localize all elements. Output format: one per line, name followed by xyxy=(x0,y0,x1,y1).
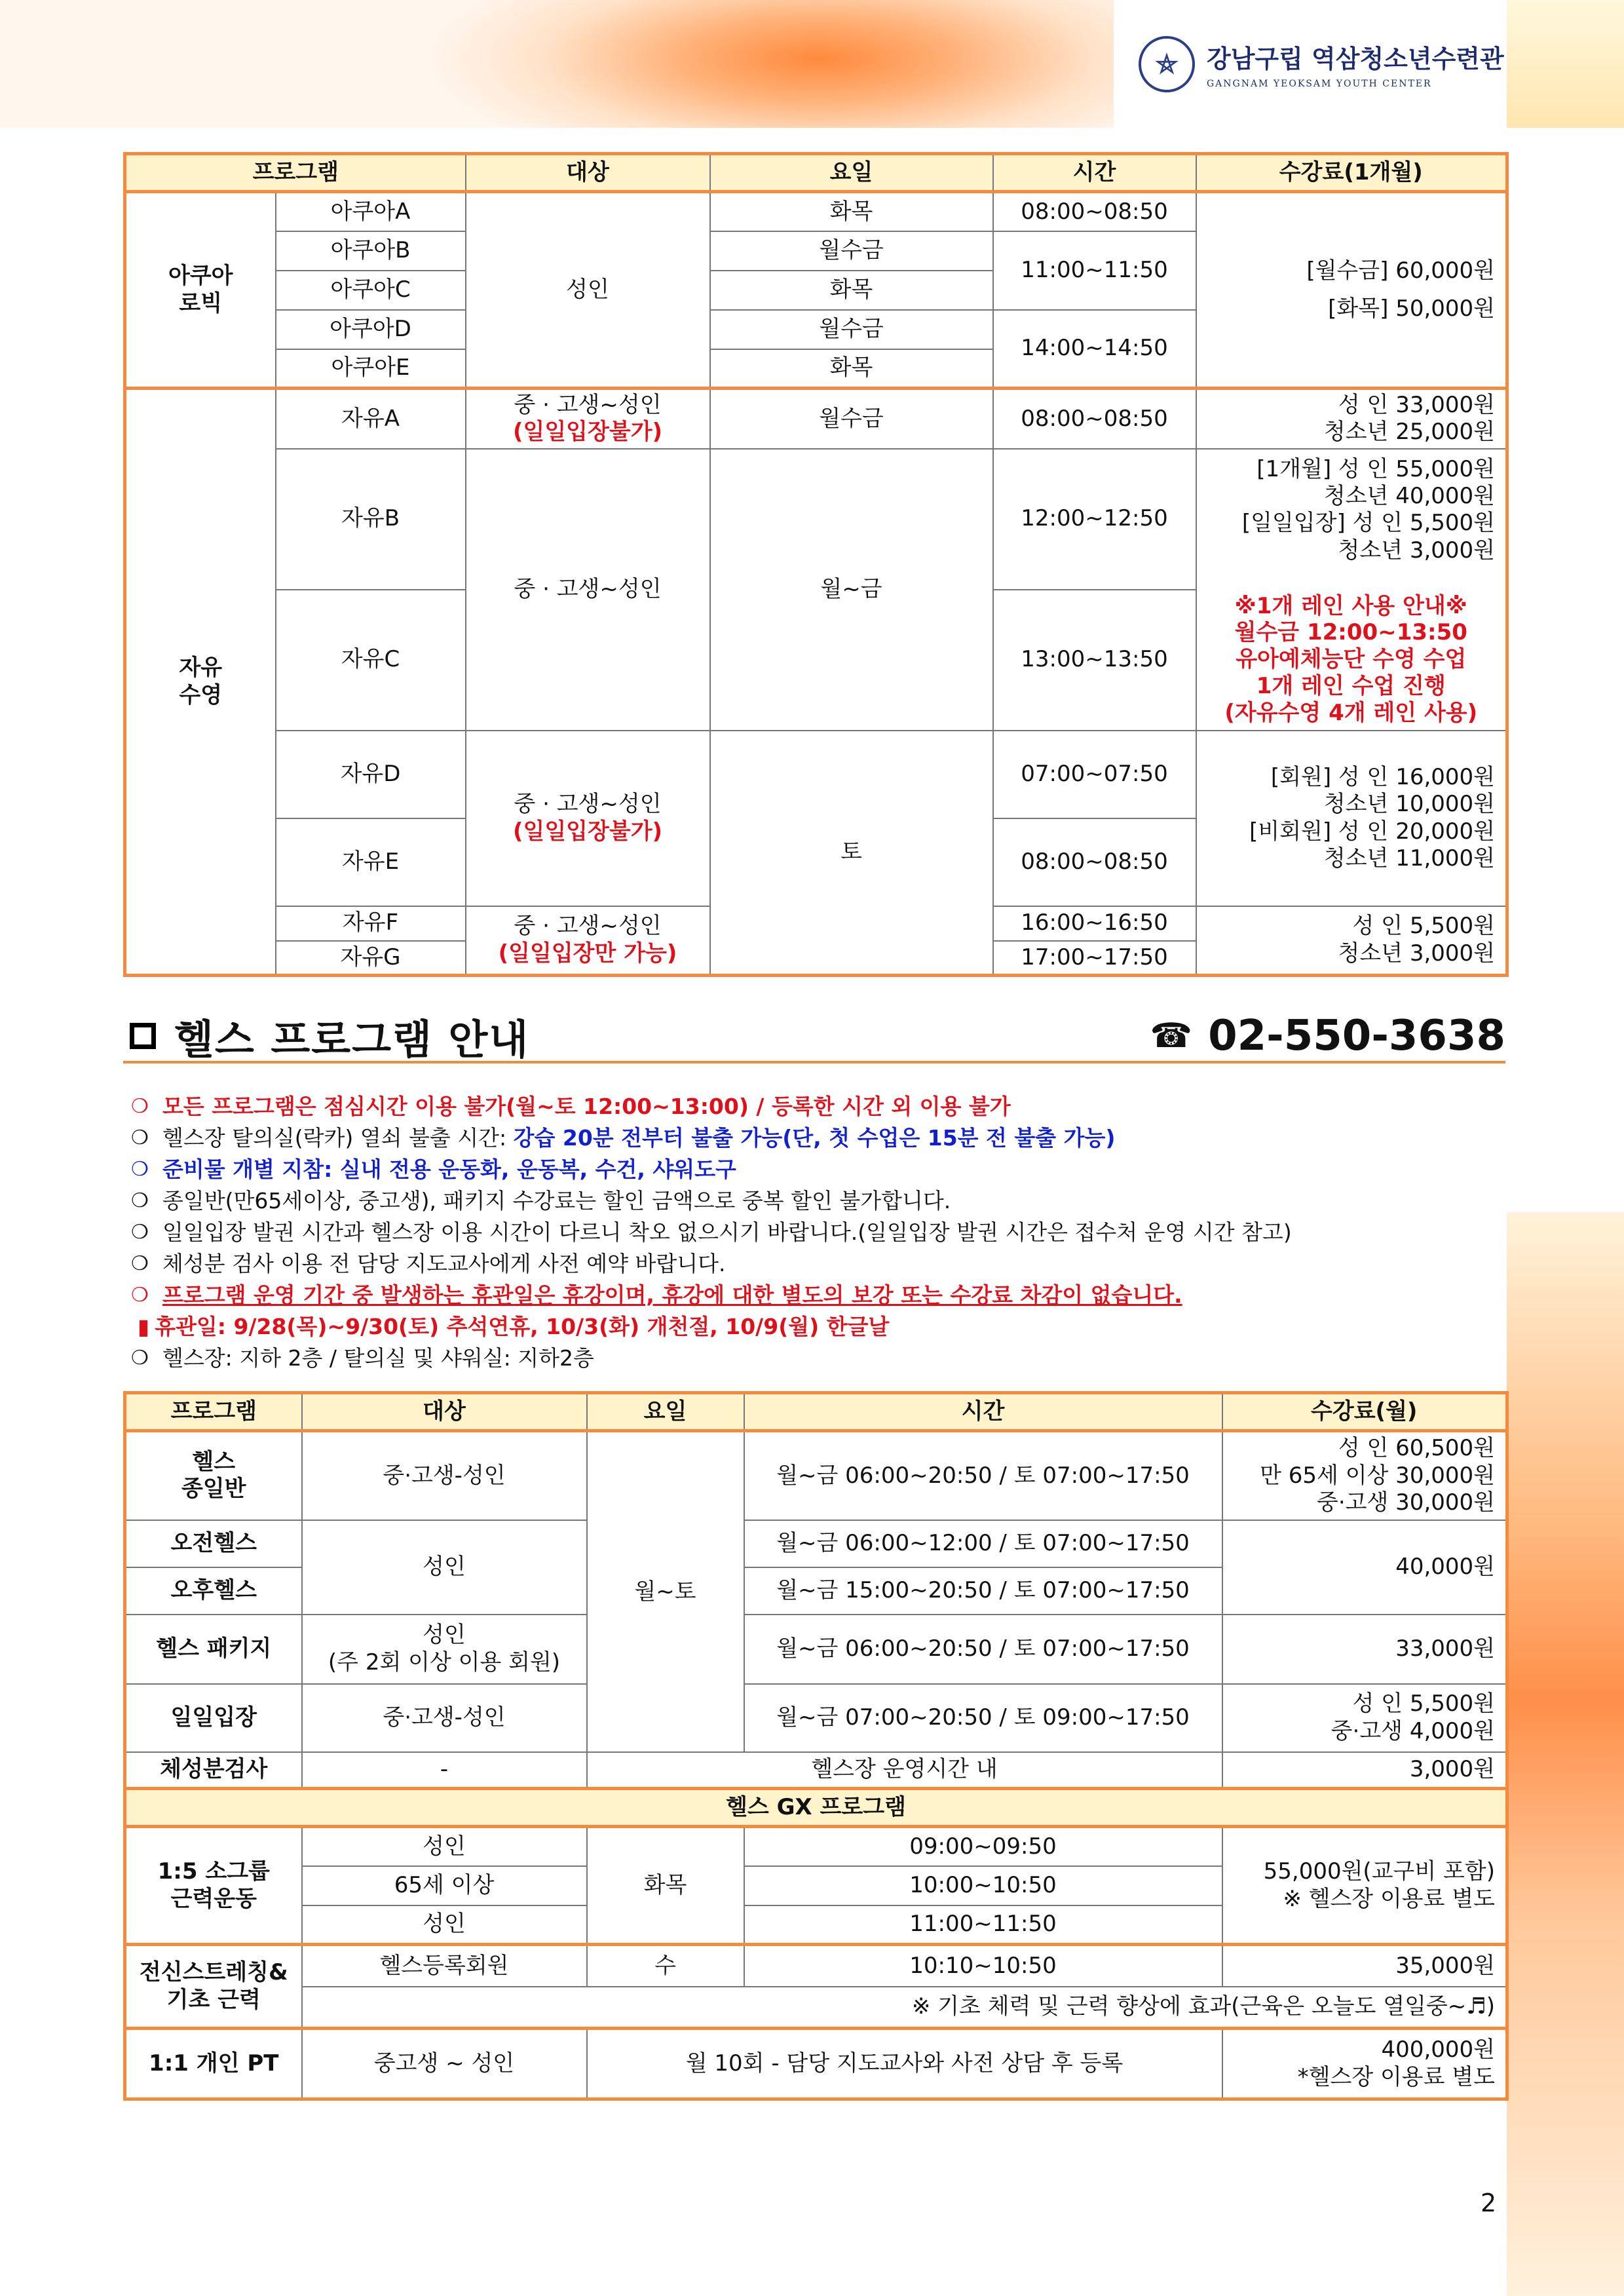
org-name-en: GANGNAM YEOKSAM YOUTH CENTER xyxy=(1207,79,1432,89)
stretch-day: 수 xyxy=(587,1945,744,1987)
youth-center-emblem-icon: ⛤ xyxy=(1139,36,1195,92)
stretch-fee: 35,000원 xyxy=(1222,1945,1507,1987)
allday-target: 중·고생-성인 xyxy=(302,1431,587,1520)
free-f-name: 자유F xyxy=(276,906,466,941)
phone-contact[interactable] xyxy=(1150,1012,1505,1060)
daily-name: 일일입장 xyxy=(125,1684,302,1752)
gym-header-fee: 수강료(월) xyxy=(1222,1393,1507,1431)
header-gradient xyxy=(0,0,1114,128)
gym-header-time: 시간 xyxy=(744,1393,1222,1431)
pt-fee: 400,000원 *헬스장 이용료 별도 xyxy=(1222,2029,1507,2099)
stretch-time: 10:10~10:50 xyxy=(744,1945,1222,1987)
free-a-name: 자유A xyxy=(276,389,466,449)
small-group-target-2: 65세 이상 xyxy=(302,1866,587,1905)
package-name: 헬스 패키지 xyxy=(125,1615,302,1684)
small-group-name: 1:5 소그룹 근력운동 xyxy=(125,1827,302,1945)
free-de-target: 중 · 고생~성인 (일일입장불가) xyxy=(466,731,710,906)
red-bar-icon: ▮ xyxy=(138,1314,150,1339)
health-section-title: 헬스 프로그램 안내 xyxy=(174,1015,530,1063)
free-fg-fee: 성 인 5,500원 청소년 3,000원 xyxy=(1196,906,1507,976)
am-time: 월~금 06:00~12:00 / 토 07:00~17:50 xyxy=(744,1520,1222,1567)
aqua-e-day: 화목 xyxy=(710,349,993,389)
gym-program-table xyxy=(123,1391,1509,2101)
free-g-name: 자유G xyxy=(276,941,466,976)
ampm-target: 성인 xyxy=(302,1520,587,1615)
gx-header: 헬스 GX 프로그램 xyxy=(125,1789,1507,1827)
circle-bullet-icon: ❍ xyxy=(131,1284,149,1307)
aqua-target: 성인 xyxy=(466,192,710,389)
circle-bullet-icon: ❍ xyxy=(131,1189,149,1212)
stretch-name: 전신스트레칭& 기초 근력 xyxy=(125,1945,302,2029)
allday-name: 헬스 종일반 xyxy=(125,1431,302,1520)
free-a-target: 중 · 고생~성인 (일일입장불가) xyxy=(466,389,710,449)
body-fee: 3,000원 xyxy=(1222,1752,1507,1789)
header-target: 대상 xyxy=(466,154,710,192)
free-e-name: 자유E xyxy=(276,818,466,906)
allday-time: 월~금 06:00~20:50 / 토 07:00~17:50 xyxy=(744,1431,1222,1520)
free-e-time: 08:00~08:50 xyxy=(993,818,1196,906)
note-location: ❍ 헬스장: 지하 2층 / 탈의실 및 샤워실: 지하2층 xyxy=(131,1343,1500,1374)
free-bc-target: 중 · 고생~성인 xyxy=(466,449,710,731)
note-closure: ❍ 프로그램 운영 기간 중 발생하는 휴관일은 휴강이며, 휴강에 대한 별도의 보강 또는 수강료 차감이 없습니다. xyxy=(131,1280,1500,1311)
gym-header-program: 프로그램 xyxy=(125,1393,302,1431)
free-fg-target: 중 · 고생~성인 (일일입장만 가능) xyxy=(466,906,710,976)
package-fee: 33,000원 xyxy=(1222,1615,1507,1684)
free-a-fee: 성 인 33,000원 청소년 25,000원 xyxy=(1196,389,1507,449)
small-group-time-2: 10:00~10:50 xyxy=(744,1866,1222,1905)
free-b-fee: [1개월] 성 인 55,000원 청소년 40,000원 [일일입장] 성 인 5,500원 청소년 3,000원 xyxy=(1196,449,1507,590)
circle-bullet-icon: ❍ xyxy=(131,1221,149,1244)
pt-desc: 월 10회 - 담당 지도교사와 사전 상담 후 등록 xyxy=(587,2029,1222,2099)
phone-icon: ☎ xyxy=(1150,1016,1193,1056)
free-d-time: 07:00~07:50 xyxy=(993,731,1196,818)
health-notes xyxy=(131,1091,1500,1374)
note-body-comp: ❍ 체성분 검사 이용 전 담당 지도교사에게 사전 예약 바랍니다. xyxy=(131,1248,1500,1280)
small-group-time-1: 09:00~09:50 xyxy=(744,1827,1222,1866)
header-program: 프로그램 xyxy=(125,154,466,192)
note-holidays: ▮ 휴관일: 9/28(목)~9/30(토) 추석연휴, 10/3(화) 개천절, 10/9(월) 한글날 xyxy=(131,1311,1500,1343)
free-b-time: 12:00~12:50 xyxy=(993,449,1196,590)
daily-fee: 성 인 5,500원 중·고생 4,000원 xyxy=(1222,1684,1507,1752)
page-number: 2 xyxy=(1481,2189,1497,2217)
aqua-b-name: 아쿠아B xyxy=(276,231,466,271)
circle-bullet-icon: ❍ xyxy=(131,1158,149,1181)
aqua-a-name: 아쿠아A xyxy=(276,192,466,231)
circle-bullet-icon: ❍ xyxy=(131,1126,149,1149)
gym-days: 월~토 xyxy=(587,1431,744,1752)
org-logo xyxy=(1119,0,1507,128)
phone-number: 02-550-3638 xyxy=(1208,1012,1505,1060)
package-target: 성인 (주 2회 이상 이용 회원) xyxy=(302,1615,587,1684)
swim-program-table xyxy=(123,152,1509,977)
health-section-header xyxy=(123,1011,1505,1063)
free-dg-day: 토 xyxy=(710,731,993,976)
gym-header-target: 대상 xyxy=(302,1393,587,1431)
aqua-fee: [월수금] 60,000원 [화목] 50,000원 xyxy=(1196,192,1507,389)
stretch-target: 헬스등록회원 xyxy=(302,1945,587,1987)
free-bc-day: 월~금 xyxy=(710,449,993,731)
allday-fee: 성 인 60,500원 만 65세 이상 30,000원 중·고생 30,000원 xyxy=(1222,1431,1507,1520)
side-gradient xyxy=(1507,1212,1624,2296)
aqua-d-name: 아쿠아D xyxy=(276,310,466,349)
free-a-time: 08:00~08:50 xyxy=(993,389,1196,449)
aqua-a-day: 화목 xyxy=(710,192,993,231)
body-time: 헬스장 운영시간 내 xyxy=(587,1752,1222,1789)
free-a-day: 월수금 xyxy=(710,389,993,449)
circle-bullet-icon: ❍ xyxy=(131,1252,149,1275)
aqua-de-time: 14:00~14:50 xyxy=(993,310,1196,389)
header-gradient-right xyxy=(1507,0,1624,128)
daily-time: 월~금 07:00~20:50 / 토 09:00~17:50 xyxy=(744,1684,1222,1752)
stretch-note: ※ 기초 체력 및 근력 향상에 효과(근육은 오늘도 열일중~♬) xyxy=(302,1987,1507,2029)
note-discount: ❍ 종일반(만65세이상, 중고생), 패키지 수강료는 할인 금액으로 중복 할인 불가합니다. xyxy=(131,1185,1500,1217)
square-bullet-icon xyxy=(130,1023,156,1049)
free-c-name: 자유C xyxy=(276,590,466,731)
small-group-fee: 55,000원(교구비 포함) ※ 헬스장 이용료 별도 xyxy=(1222,1827,1507,1945)
pt-target: 중고생 ~ 성인 xyxy=(302,2029,587,2099)
body-target: - xyxy=(302,1752,587,1789)
small-group-time-3: 11:00~11:50 xyxy=(744,1905,1222,1945)
gym-header-day: 요일 xyxy=(587,1393,744,1431)
aqua-a-time: 08:00~08:50 xyxy=(993,192,1196,231)
aquarobic-label: 아쿠아 로빅 xyxy=(125,192,276,389)
aqua-c-day: 화목 xyxy=(710,271,993,310)
aqua-bc-time: 11:00~11:50 xyxy=(993,231,1196,310)
ampm-fee: 40,000원 xyxy=(1222,1520,1507,1615)
pm-name: 오후헬스 xyxy=(125,1567,302,1615)
free-d-name: 자유D xyxy=(276,731,466,818)
circle-bullet-icon: ❍ xyxy=(131,1095,149,1118)
body-name: 체성분검사 xyxy=(125,1752,302,1789)
header-fee: 수강료(1개월) xyxy=(1196,154,1507,192)
small-group-day: 화목 xyxy=(587,1827,744,1945)
header-day: 요일 xyxy=(710,154,993,192)
daily-target: 중·고생-성인 xyxy=(302,1684,587,1752)
header-time: 시간 xyxy=(993,154,1196,192)
free-f-time: 16:00~16:50 xyxy=(993,906,1196,941)
free-de-fee: [회원] 성 인 16,000원 청소년 10,000원 [비회원] 성 인 20,000원 청소년 11,000원 xyxy=(1196,731,1507,906)
small-group-target-1: 성인 xyxy=(302,1827,587,1866)
free-b-name: 자유B xyxy=(276,449,466,590)
aqua-c-name: 아쿠아C xyxy=(276,271,466,310)
free-swim-label: 자유 수영 xyxy=(125,389,276,976)
note-locker: ❍ 헬스장 탈의실(락카) 열쇠 불출 시간: 강습 20분 전부터 불출 가능(단, 첫 수업은 15분 전 불출 가능) xyxy=(131,1122,1500,1154)
lane-notice: ※1개 레인 사용 안내※ 월수금 12:00~13:50 유아예체능단 수영 수업 1개 레인 수업 진행 (자유수영 4개 레인 사용) xyxy=(1196,590,1507,731)
free-g-time: 17:00~17:50 xyxy=(993,941,1196,976)
note-lunch: ❍ 모든 프로그램은 점심시간 이용 불가(월~토 12:00~13:00) / 등록한 시간 외 이용 불가 xyxy=(131,1091,1500,1122)
small-group-target-3: 성인 xyxy=(302,1905,587,1945)
aqua-e-name: 아쿠아E xyxy=(276,349,466,389)
circle-bullet-icon: ❍ xyxy=(131,1347,149,1369)
free-c-time: 13:00~13:50 xyxy=(993,590,1196,731)
am-name: 오전헬스 xyxy=(125,1520,302,1567)
aqua-d-day: 월수금 xyxy=(710,310,993,349)
aqua-b-day: 월수금 xyxy=(710,231,993,271)
org-name-kr: 강남구립 역삼청소년수련관 xyxy=(1207,44,1504,73)
note-daily-ticket: ❍ 일일입장 발권 시간과 헬스장 이용 시간이 다르니 착오 없으시기 바랍니다.(일일입장 발권 시간은 접수처 운영 시간 참고) xyxy=(131,1217,1500,1248)
pt-name: 1:1 개인 PT xyxy=(125,2029,302,2099)
pm-time: 월~금 15:00~20:50 / 토 07:00~17:50 xyxy=(744,1567,1222,1615)
note-supplies: ❍ 준비물 개별 지참: 실내 전용 운동화, 운동복, 수건, 샤워도구 xyxy=(131,1154,1500,1185)
package-time: 월~금 06:00~20:50 / 토 07:00~17:50 xyxy=(744,1615,1222,1684)
